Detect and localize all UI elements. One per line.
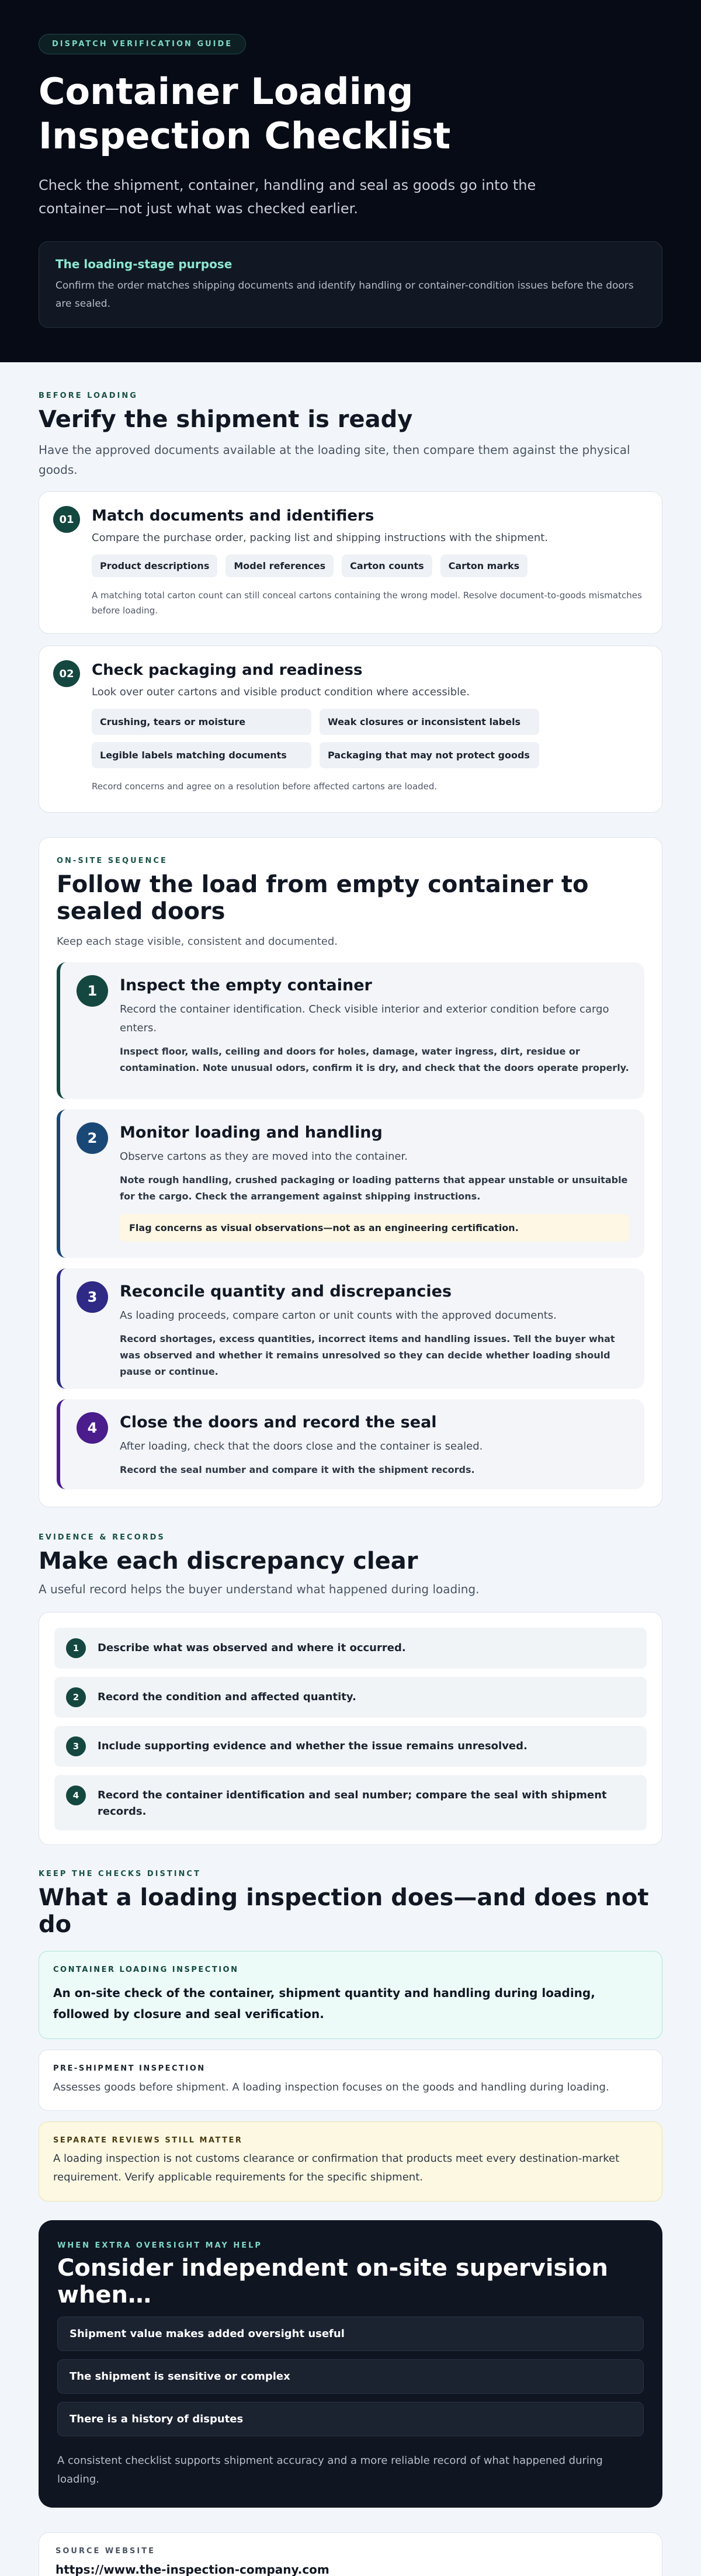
step-title: Monitor loading and handling <box>120 1124 383 1142</box>
box-label: SEPARATE REVIEWS STILL MATTER <box>53 2136 243 2145</box>
item-number: 3 <box>66 1736 86 1756</box>
chip-carton-counts: Carton counts <box>342 554 432 577</box>
section-kicker: BEFORE LOADING <box>39 391 138 400</box>
page-subtitle: Check the shipment, container, handling and seal as goods go into the container—not just what was checked earlier. <box>39 177 536 217</box>
section-kicker: ON-SITE SEQUENCE <box>57 857 168 865</box>
list-item <box>54 1677 647 1718</box>
section-description: A useful record helps the buyer understand what happened during loading. <box>39 1582 480 1596</box>
step-details: Record shortages, excess quantities, incorrect items and handling issues. Tell the buyer what was observed and whether it remains unresolved so they can decide whether loading should pause or continue. <box>120 1333 615 1377</box>
card-note: A matching total carton count can still conceal cartons containing the wrong model. Resolve document-to-goods mismatches before loading. <box>92 590 642 616</box>
source-card <box>39 2532 662 2576</box>
section-title: Follow the load from empty container to sealed doors <box>57 871 589 925</box>
guide-eyebrow: DISPATCH VERIFICATION GUIDE <box>39 34 246 54</box>
sequence-card <box>39 837 662 1507</box>
chip-weak-closures: Weak closures or inconsistent labels <box>320 709 539 735</box>
box-text: A loading inspection is not customs clearance or confirmation that products meet every destination-market requirement. Verify applicable requirements for the specific shipment. <box>53 2152 620 2183</box>
section-kicker: KEEP THE CHECKS DISTINCT <box>39 1870 201 1878</box>
step-number-badge: 01 <box>53 506 80 533</box>
list-item <box>54 1628 647 1669</box>
step-monitor-loading <box>57 1110 644 1258</box>
purpose-title: The loading-stage purpose <box>55 257 232 271</box>
flag-callout: Flag concerns as visual observations—not as an engineering certification. <box>120 1214 629 1242</box>
oversight-item: There is a history of disputes <box>57 2402 644 2436</box>
oversight-note: A consistent checklist supports shipment accuracy and a more reliable record of what happened during loading. <box>57 2454 603 2485</box>
item-number: 1 <box>66 1638 86 1658</box>
box-label: PRE-SHIPMENT INSPECTION <box>53 2064 206 2073</box>
section-description: Have the approved documents available at the loading site, then compare them against the physical goods. <box>39 443 630 477</box>
oversight-card <box>39 2220 662 2508</box>
purpose-card <box>39 241 662 328</box>
page-title: Container Loading Inspection Checklist <box>39 70 451 157</box>
step-number-badge: 4 <box>77 1412 108 1444</box>
hero-header <box>0 0 701 362</box>
step-title: Inspect the empty container <box>120 976 372 994</box>
step-description: As loading proceeds, compare carton or unit counts with the approved documents. <box>120 1309 557 1322</box>
sequence-section <box>0 813 701 1507</box>
step-title: Close the doors and record the seal <box>120 1413 437 1431</box>
chip-crushing: Crushing, tears or moisture <box>92 709 311 735</box>
identifier-chips <box>92 554 647 577</box>
section-description: Keep each stage visible, consistent and documented. <box>57 935 338 948</box>
step-inspect-empty-container <box>57 962 644 1099</box>
card-description: Compare the purchase order, packing list and shipping instructions with the shipment. <box>92 532 549 544</box>
step-description: Observe cartons as they are moved into the container. <box>120 1150 408 1163</box>
chip-model-references: Model references <box>225 554 334 577</box>
evidence-section <box>0 1507 701 1845</box>
evidence-list <box>39 1612 662 1845</box>
step-description: After loading, check that the doors close and the container is sealed. <box>120 1440 483 1452</box>
item-text: Record the container identification and seal number; compare the seal with shipment records. <box>98 1789 607 1818</box>
card-title: Check packaging and readiness <box>92 661 363 679</box>
oversight-kicker: WHEN EXTRA OVERSIGHT MAY HELP <box>57 2241 262 2250</box>
card-note: Record concerns and agree on a resolution before affected cartons are loaded. <box>92 781 438 792</box>
verify-card-packaging <box>39 646 662 813</box>
source-label: SOURCE WEBSITE <box>55 2547 156 2556</box>
step-reconcile-quantity <box>57 1268 644 1389</box>
pre-shipment-box <box>39 2050 662 2111</box>
packaging-chips <box>92 709 647 768</box>
item-text: Include supporting evidence and whether the issue remains unresolved. <box>98 1740 528 1752</box>
distinct-section <box>0 1845 701 2576</box>
section-title: Verify the shipment is ready <box>39 406 413 433</box>
chip-legible-labels: Legible labels matching documents <box>92 742 311 768</box>
step-number-badge: 1 <box>77 975 108 1007</box>
box-label: CONTAINER LOADING INSPECTION <box>53 1965 239 1974</box>
oversight-item: Shipment value makes added oversight useful <box>57 2317 644 2351</box>
box-text: An on-site check of the container, shipment quantity and handling during loading, followed by closure and seal verification. <box>53 1986 595 2021</box>
chip-carton-marks: Carton marks <box>440 554 528 577</box>
box-text: Assesses goods before shipment. A loading inspection focuses on the goods and handling during loading. <box>53 2081 609 2093</box>
step-number-badge: 3 <box>77 1281 108 1313</box>
source-link[interactable]: https://www.the-inspection-company.com <box>55 2563 329 2576</box>
item-text: Describe what was observed and where it occurred. <box>98 1642 406 1654</box>
verify-card-documents <box>39 491 662 634</box>
section-title: Make each discrepancy clear <box>39 1548 418 1575</box>
oversight-item: The shipment is sensitive or complex <box>57 2359 644 2394</box>
container-inspection-box <box>39 1951 662 2039</box>
chip-product-descriptions: Product descriptions <box>92 554 217 577</box>
step-description: Record the container identification. Check visible interior and exterior condition before cargo enters. <box>120 1003 609 1034</box>
step-number-badge: 2 <box>77 1122 108 1154</box>
before-loading-section <box>0 362 701 813</box>
step-close-and-seal <box>57 1399 644 1489</box>
purpose-text: Confirm the order matches shipping documents and identify handling or container-condition issues before the doors are sealed. <box>55 280 634 310</box>
step-number-badge: 02 <box>53 660 80 687</box>
separate-reviews-box <box>39 2121 662 2201</box>
step-title: Reconcile quantity and discrepancies <box>120 1282 452 1301</box>
card-description: Look over outer cartons and visible product condition where accessible. <box>92 686 470 698</box>
step-details: Note rough handling, crushed packaging or loading patterns that appear unstable or unsuitable for the cargo. Check the arrangement against shipping instructions. <box>120 1174 628 1202</box>
step-details: Record the seal number and compare it with the shipment records. <box>120 1464 475 1475</box>
section-kicker: EVIDENCE & RECORDS <box>39 1533 165 1542</box>
section-title: What a loading inspection does—and does not do <box>39 1884 649 1938</box>
item-number: 2 <box>66 1687 86 1707</box>
item-text: Record the condition and affected quantity. <box>98 1691 356 1703</box>
item-number: 4 <box>66 1785 86 1805</box>
list-item <box>54 1775 647 1830</box>
step-details: Inspect floor, walls, ceiling and doors for holes, damage, water ingress, dirt, residue or contamination. Note unusual odors, confirm it is dry, and check that the doors operate properly. <box>120 1046 629 1073</box>
chip-packaging-protection: Packaging that may not protect goods <box>320 742 539 768</box>
card-title: Match documents and identifiers <box>92 507 374 525</box>
oversight-title: Consider independent on-site supervision when… <box>57 2255 609 2308</box>
list-item <box>54 1726 647 1767</box>
